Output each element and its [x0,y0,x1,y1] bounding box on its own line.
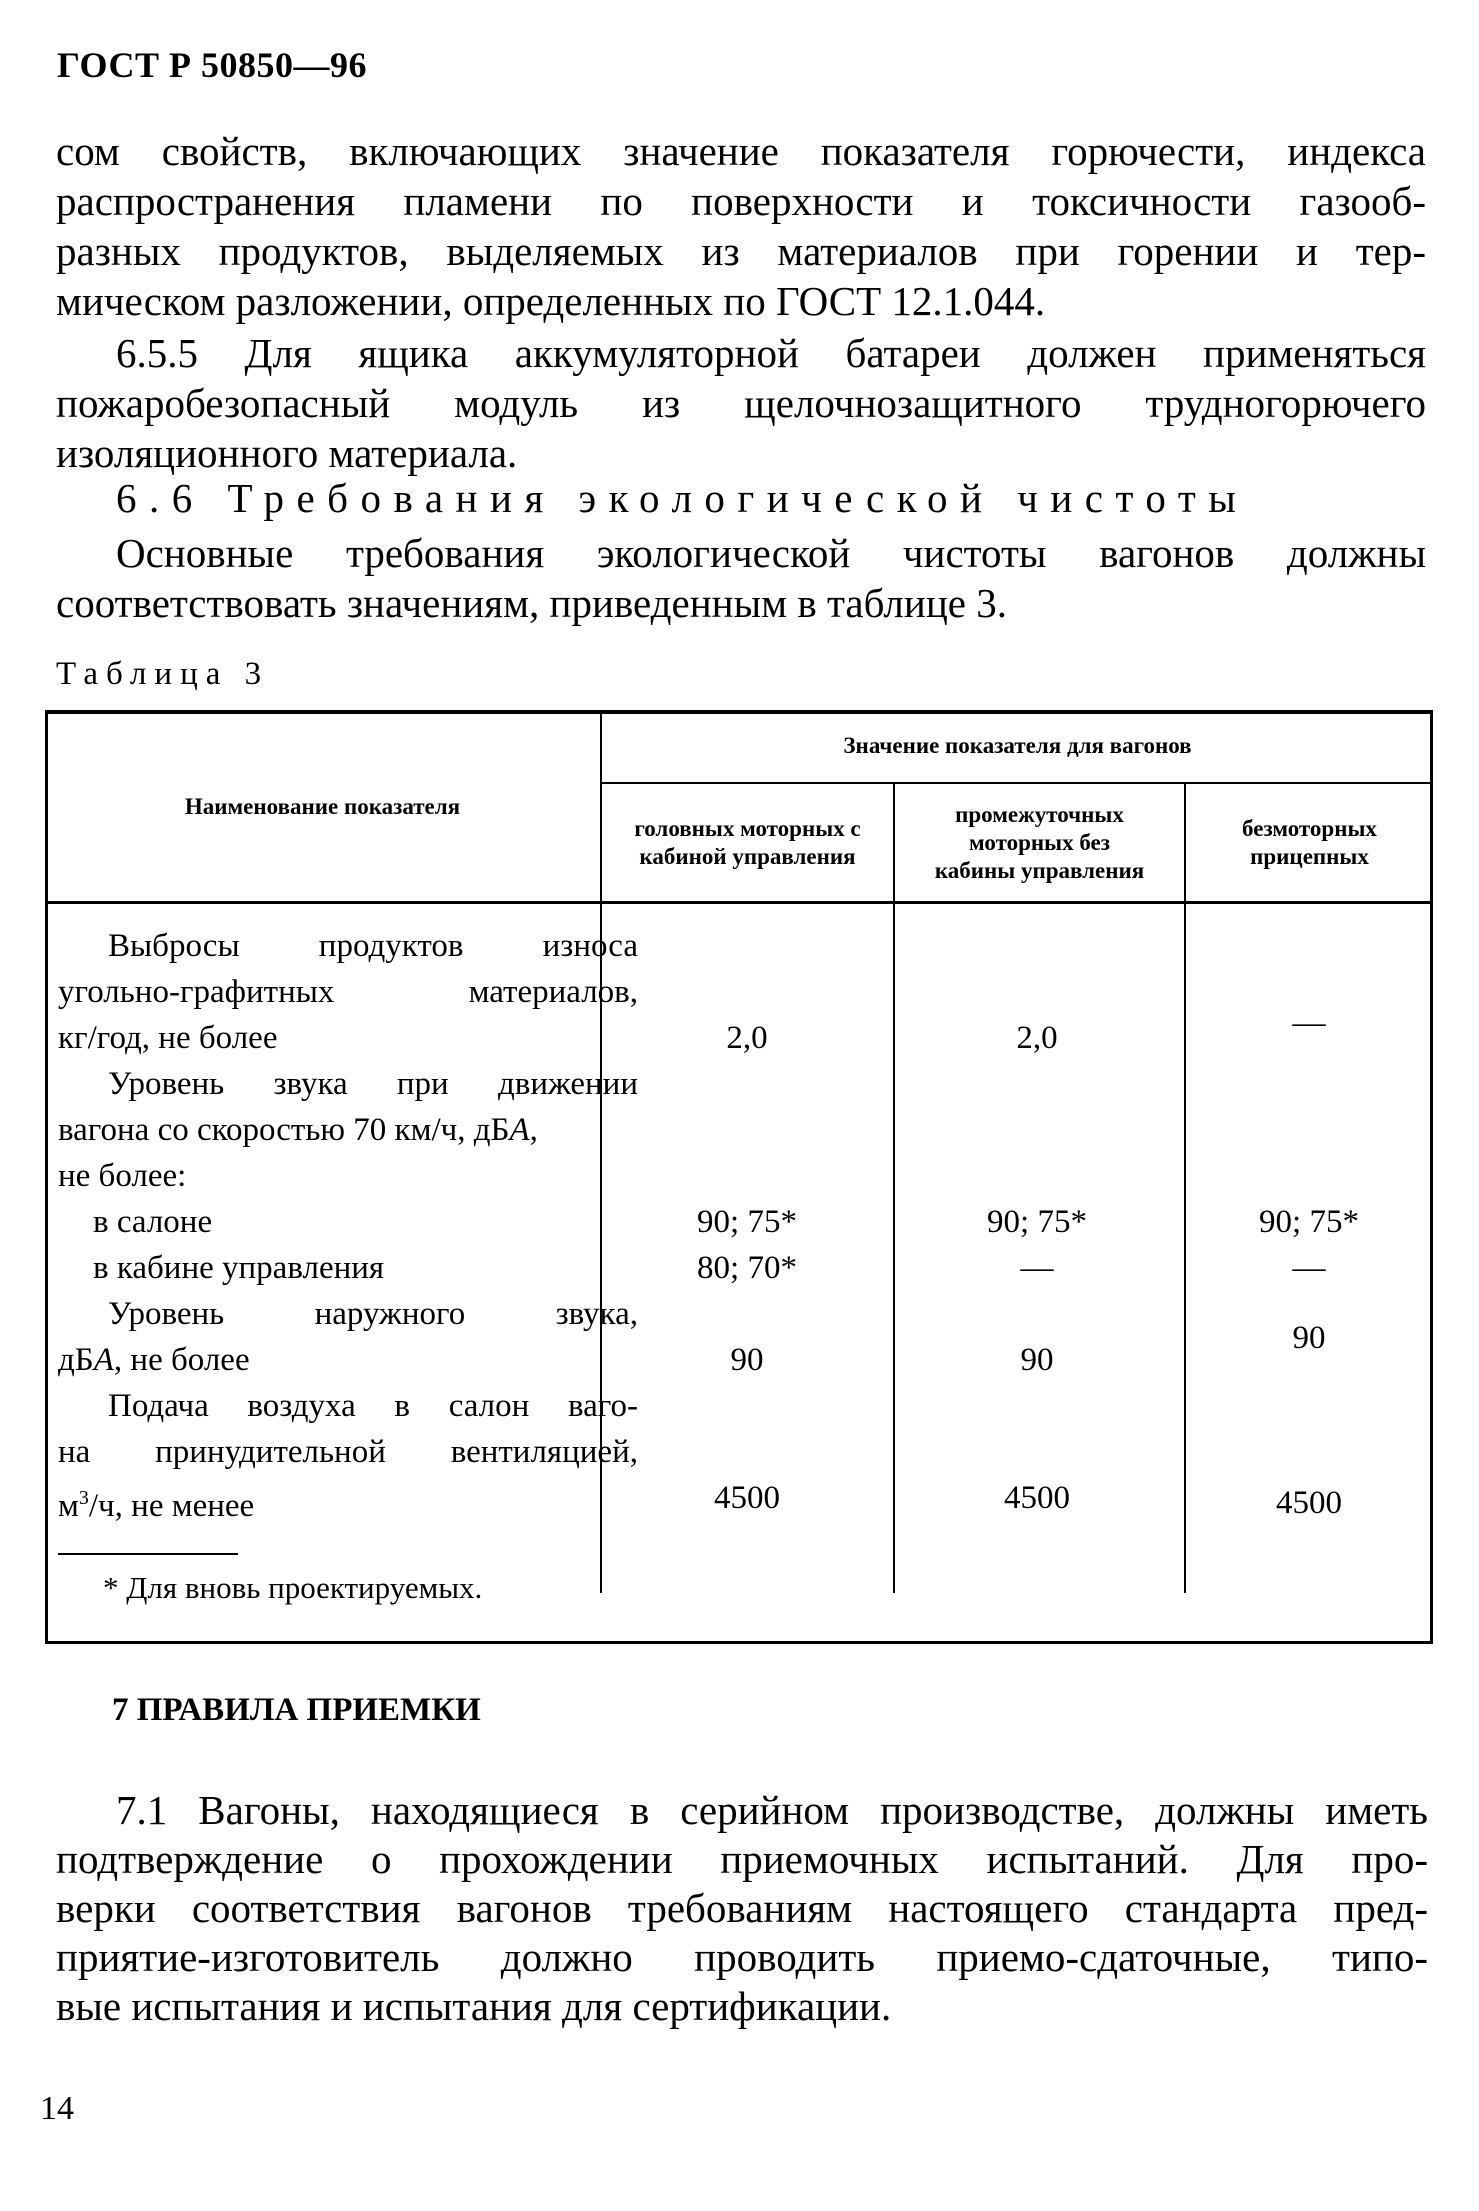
cell-external-noise-trailer: 90 [1292,1320,1326,1356]
header-line: кабиной управления [639,843,856,869]
row-label-air-supply [58,1383,638,1529]
header-line: промежуточных [955,801,1124,827]
header-line: моторных без [969,829,1110,855]
text-line: подтверждение о прохождении приемочных испытаний. Для про- [56,1836,1428,1882]
cell-saloon-trailer: 90; 75* [1259,1204,1359,1240]
label-fragment: , [529,1112,538,1148]
cell-cab-intermediate: — [1020,1250,1054,1286]
label-fragment: вагона со скоростью 70 км/ч, дБ [58,1112,510,1148]
divider [893,903,895,1593]
header-line: безмоторных [1242,815,1377,841]
paragraph-6-5-5 [56,328,1426,478]
cell-saloon-intermediate: 90; 75* [987,1204,1087,1240]
row-label-noise-moving [58,1061,638,1199]
row-label-external-noise [58,1291,638,1383]
standard-code-header: ГОСТ Р 50850—96 [57,45,367,85]
header-line: прицепных [1250,843,1369,869]
cell-air-supply-trailer: 4500 [1276,1485,1342,1521]
cell-emissions-trailer: — [1292,1005,1326,1041]
label-fragment: /ч, не менее [88,1488,255,1524]
text-line: пожаробезопасный модуль из щелочнозащитного трудногорючего [56,380,1426,426]
cell-saloon-head: 90; 75* [697,1204,797,1240]
text-line: 6.5.5 Для ящика аккумуляторной батареи должен применяться [116,330,1426,376]
cell-emissions-intermediate: 2,0 [1016,1020,1058,1056]
label-fragment: А [509,1112,530,1148]
text-line: приятие-изготовитель должно проводить приемо-сдаточные, типо- [56,1934,1428,1980]
paragraph-7-1 [56,1786,1428,2031]
label-line: кг/год, не более [58,1020,278,1056]
row-label-emissions [58,923,638,1061]
header-intermediate-motor-cars [895,784,1184,901]
section-6-6-title: 6.6 Требования экологической чистоты [116,475,1249,521]
text-line: верки соответствия вагонов требованиям настоящего стандарта пред- [56,1885,1428,1931]
label-line: на принудительной вентиляцией, [58,1434,638,1470]
row-label-saloon: в салоне [93,1204,213,1240]
section-7-title: 7 ПРАВИЛА ПРИЕМКИ [112,1692,481,1728]
label-fragment: дБ [58,1342,94,1378]
page-number: 14 [40,2090,74,2127]
label-fragment: 3 [78,1487,89,1509]
label-line [58,1107,638,1153]
header-trailer-cars [1186,784,1433,901]
label-line: Выбросы продуктов износа [108,928,638,964]
footnote-rule [58,1553,238,1555]
cell-air-supply-head: 4500 [714,1480,780,1516]
text-line: распространения пламени по поверхности и токсичности газооб- [56,178,1426,224]
label-line: угольно-графитных материалов, [58,974,638,1010]
label-line: Уровень звука при движении [108,1066,638,1102]
cell-emissions-head: 2,0 [726,1020,768,1056]
label-line [58,1337,638,1383]
label-fragment: А [93,1342,114,1378]
table-footnote: * Для вновь проектируемых. [103,1570,483,1605]
table-caption: Таблица 3 [56,656,270,692]
text-line: сом свойств, включающих значение показателя горючести, индекса [56,128,1426,174]
text-line: разных продуктов, выделяемых из материалов при горении и тер- [56,228,1426,274]
text-line: соответствовать значениям, приведенным в таблице 3. [56,580,1007,626]
cell-cab-head: 80; 70* [697,1250,797,1286]
label-line: Уровень наружного звука, [108,1296,638,1332]
label-line: не более: [58,1158,187,1194]
table-3 [45,710,1433,1644]
cell-cab-trailer: — [1292,1250,1326,1286]
header-value-group: Значение показателя для вагонов [843,733,1192,758]
text-line: 7.1 Вагоны, находящиеся в серийном производстве, должны иметь [116,1787,1428,1833]
text-line: изоляционного материала. [56,430,518,476]
cell-external-noise-intermediate: 90 [1020,1342,1054,1378]
header-head-motor-cars [602,784,893,901]
label-line: Подача воздуха в салон ваго- [108,1388,638,1424]
header-line: кабины управления [934,857,1145,883]
paragraph-continuation [56,126,1426,326]
text-line: мическом разложении, определенных по ГОСТ 12.1.044. [56,278,1046,324]
cell-external-noise-head: 90 [730,1342,764,1378]
header-line: головных моторных с [634,815,861,841]
label-fragment: м [58,1488,79,1524]
label-line [58,1475,638,1529]
paragraph-6-6 [56,528,1426,628]
cell-air-supply-intermediate: 4500 [1004,1480,1070,1516]
text-line: Основные требования экологической чистоты вагонов должны [116,530,1426,576]
text-line: вые испытания и испытания для сертификации. [56,1983,892,2029]
header-indicator-name: Наименование показателя [184,793,461,819]
row-label-cab: в кабине управления [93,1250,385,1286]
label-fragment: , не более [113,1342,250,1378]
